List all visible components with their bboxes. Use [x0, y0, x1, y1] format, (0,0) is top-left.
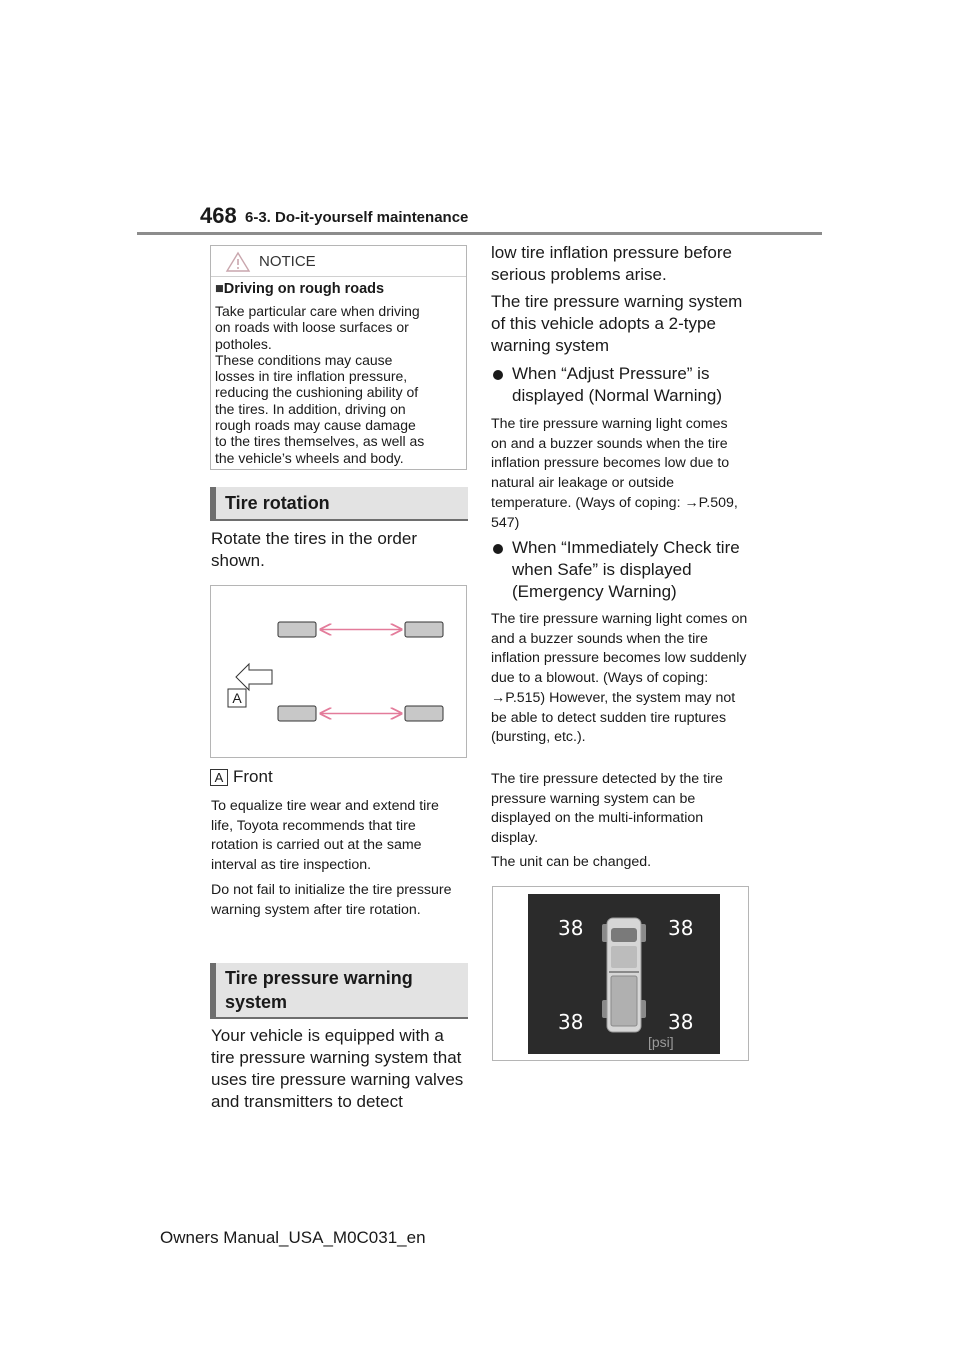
initialize-note: Do not fail to initialize the tire pressure warning system after tire rotation. [211, 882, 452, 918]
rotation-figure [210, 585, 467, 758]
display-desc: The tire pressure detected by the tire pressure warning system can be displayed on the multi-information display. [491, 771, 723, 847]
pressure-unit: [psi] [648, 1034, 674, 1050]
notice-heading-text: Driving on rough roads [223, 281, 385, 297]
section-title: 6-3. Do-it-yourself maintenance [245, 209, 469, 226]
tpws-two-type: The tire pressure warning system of this vehicle adopts a 2-type warning system [491, 292, 743, 355]
bullet-dot-icon [493, 544, 503, 554]
unit-desc: The unit can be changed. [491, 854, 652, 870]
notice-body: Take particular care when driving on roads with loose surfaces or potholes. These conditions may cause losses in tire inflation pressure, reducing the cushioning ability of the tires. In addition, driving on rough roads may cause damage to the tires themselves, as well as the vehicle’s wheels and body. [215, 303, 425, 466]
front-direction-arrow-icon [236, 664, 272, 690]
truck-top-view-icon [596, 916, 652, 1036]
pressure-rear-right: 38 [668, 1010, 694, 1034]
tpws-intro: Your vehicle is equipped with a tire pressure warning system that uses tire pressure warning valves and transmitters to detect [211, 1026, 464, 1111]
notice-heading-marker: ■ [215, 281, 224, 297]
tpws-heading-line2: system [225, 992, 288, 1012]
pressure-front-right: 38 [668, 916, 694, 940]
rotation-note: To equalize tire wear and extend tire life, Toyota recommends that tire rotation is carried out at the same interval as tire inspection. [211, 798, 439, 874]
tpws-heading [210, 963, 468, 1019]
warning-triangle-icon [225, 251, 251, 273]
bullet-emergency-warning [493, 537, 753, 603]
pressure-front-left: 38 [558, 916, 584, 940]
figure-label: A [232, 690, 242, 706]
tire-front-right [278, 706, 316, 721]
bullet-emergency-text: When “Immediately Check tire when Safe” is displayed (Emergency Warning) [512, 538, 740, 601]
emergency-warning-desc: The tire pressure warning light comes on and a buzzer sounds when the tire inflation pressure becomes low suddenly due to a blowout. (Ways of coping: →P.515) However, the system may not be able to detect sudden tire ruptures (bursting, etc.). [491, 611, 748, 746]
tire-rotation-heading: Tire rotation [210, 487, 468, 521]
tire-rear-right [405, 706, 443, 721]
header-rule [137, 232, 822, 235]
pressure-rear-left: 38 [558, 1010, 584, 1034]
rotation-diagram [211, 586, 466, 757]
normal-warning-desc: The tire pressure warning light comes on and a buzzer sounds when the tire inflation pressure becomes low due to natural air leakage or outside temperature. (Ways of coping: →P.509, 547) [491, 416, 738, 531]
tpws-intro-continued: low tire inflation pressure before serious problems arise. [491, 243, 732, 284]
legend-marker: A [210, 769, 228, 786]
pressure-display-figure [492, 886, 749, 1061]
notice-title: NOTICE [259, 253, 316, 270]
footer-text: Owners Manual_USA_M0C031_en [160, 1228, 426, 1247]
bullet-normal-warning [493, 363, 753, 407]
tire-front-left [278, 622, 316, 637]
notice-header [211, 246, 466, 277]
notice-box [210, 245, 467, 470]
notice-heading [215, 281, 384, 297]
bullet-dot-icon [493, 370, 503, 380]
page-number: 468 [200, 203, 237, 228]
rotation-intro: Rotate the tires in the order shown. [211, 529, 418, 570]
bullet-normal-text: When “Adjust Pressure” is displayed (Normal Warning) [512, 364, 723, 405]
multi-information-display [528, 894, 720, 1054]
legend-front: Front [233, 767, 273, 786]
tire-rear-left [405, 622, 443, 637]
tpws-heading-line1: Tire pressure warning [225, 968, 413, 988]
